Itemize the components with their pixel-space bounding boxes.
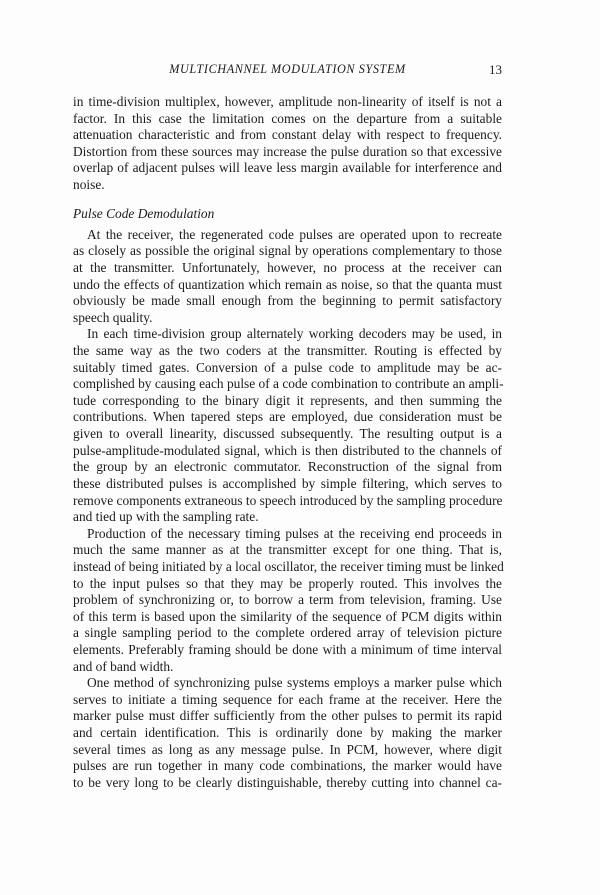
text-line: given to overall linearity, discussed subsequently. The resulting output is a — [73, 426, 502, 442]
text-line: a single sampling period to the complete ordered array of television picture — [73, 625, 502, 641]
text-line: and of band width. — [73, 658, 174, 674]
text-line: several times as long as any message pulse. In PCM, however, where digit — [73, 741, 502, 757]
text-line: pulse-amplitude-modulated signal, which is then distributed to the channels of — [73, 442, 502, 458]
paragraph — [73, 227, 502, 327]
text-line: overlap of adjacent pulses will leave less margin available for interference and — [73, 160, 502, 176]
text-line: contributions. When tapered steps are employed, due consideration must be — [73, 409, 502, 425]
running-head — [73, 62, 502, 80]
text-line: obviously be made small enough from the beginning to permit satisfactory — [73, 293, 502, 309]
text-line: attenuation characteristic and from constant delay with respect to frequency. — [73, 127, 502, 143]
text-line: elements. Preferably framing should be done with a minimum of time interval — [73, 642, 502, 657]
text-line: to the input pulses so that they may be properly routed. This involves the — [73, 575, 502, 591]
text-line: marker pulse must differ sufficiently from the other pulses to permit its rapid — [73, 708, 502, 724]
paragraph — [73, 326, 502, 525]
text-line: complished by causing each pulse of a code combination to contribute an ampli- — [73, 376, 504, 392]
text-line: instead of being initiated by a local oscillator, the receiver timing must be linked — [73, 558, 504, 574]
text-line: as closely as possible the original signal by operations complementary to those — [73, 243, 502, 259]
text-line: and tied up with the sampling rate. — [73, 509, 259, 525]
text-line: noise. — [73, 177, 105, 193]
text-line: the group by an electronic commutator. Reconstruction of the signal from — [73, 459, 502, 475]
text-line: and certain identification. This is ordinarily done by making the marker — [73, 725, 502, 741]
text-line: tude corresponding to the binary digit it represents, and then summing the — [73, 392, 502, 408]
text-line: remove components extraneous to speech introduced by the sampling procedure — [73, 492, 503, 508]
text-line: at the transmitter. Unfortunately, however, no process at the receiver can — [73, 259, 502, 275]
text-line: these distributed pulses is accomplished by simple filtering, which serves to — [73, 475, 502, 491]
text-line: factor. In this case the limitation comes on the departure from a suitable — [73, 110, 502, 126]
running-head-title: MULTICHANNEL MODULATION SYSTEM — [169, 62, 406, 76]
text-line: Distortion from these sources may increase the pulse duration so that excessive — [73, 143, 502, 159]
text-line: the same way as the two coders at the transmitter. Routing is effected by — [73, 343, 502, 359]
text-line: of this term is based upon the similarity of the sequence of PCM digits within — [73, 608, 502, 624]
page-number: 13 — [489, 62, 502, 77]
text-line: Production of the necessary timing pulses at the receiving end proceeds in — [87, 525, 502, 541]
body-text — [73, 94, 502, 791]
paragraph — [73, 94, 502, 194]
paragraph — [73, 526, 502, 675]
text-line: One method of synchronizing pulse systems employs a marker pulse which — [87, 675, 502, 691]
text-line: serves to initiate a timing sequence for each frame at the receiver. Here the — [73, 691, 502, 707]
text-line: speech quality. — [73, 309, 153, 325]
section-heading: Pulse Code Demodulation — [73, 205, 215, 221]
text-line: suitably timed gates. Conversion of a pulse code to amplitude may be ac- — [73, 359, 502, 375]
text-line: in time-division multiplex, however, amplitude non-linearity of itself is not a — [73, 94, 502, 109]
text-line: pulses are run together in many code combinations, the marker would have — [73, 758, 502, 774]
text-line: problem of synchronizing or, to borrow a term from television, framing. Use — [73, 592, 502, 608]
text-line: much the same manner as at the transmitter except for one thing. That is, — [73, 542, 502, 558]
text-line: At the receiver, the regenerated code pulses are operated upon to recreate — [87, 226, 502, 242]
paragraph — [73, 675, 502, 791]
text-line: In each time-division group alternately working decoders may be used, in — [87, 326, 502, 342]
text-line: undo the effects of quantization which remain as noise, so that the quanta must — [73, 276, 502, 292]
text-line: to be very long to be clearly distinguishable, thereby cutting into channel ca- — [73, 774, 502, 790]
